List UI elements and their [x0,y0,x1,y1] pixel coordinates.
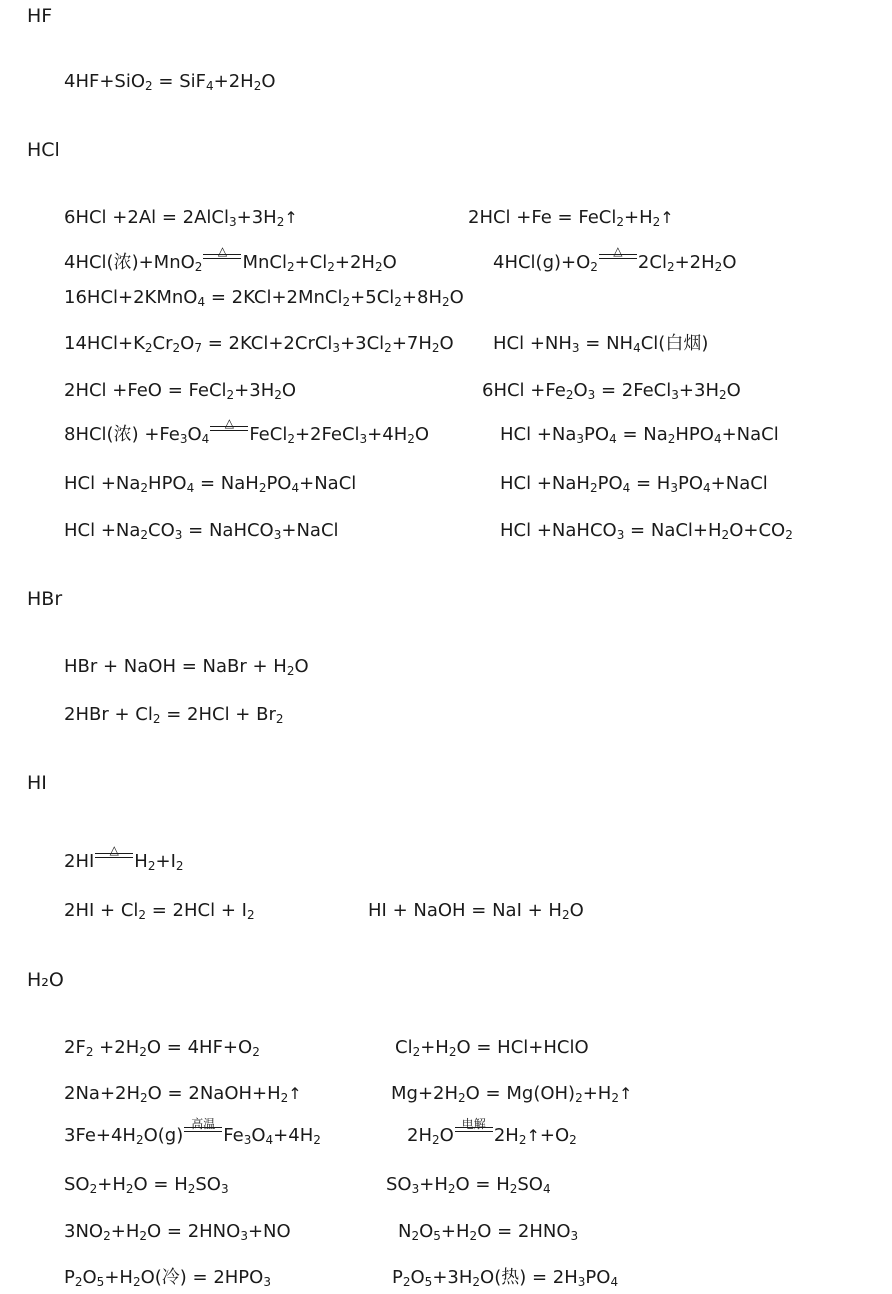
section-heading-hcl: HCl [27,139,60,161]
equation: $2HCl +FeO = FeCl_2+3H_2O$ [64,380,297,402]
equation: HI + NaOH = NaI + $H_2O$ [368,900,584,922]
equation: $Mg+2H_2O$ = $Mg(OH)_2+H_2↑$ [391,1083,633,1105]
equation: $2HBr + Cl_2 = 2HCl + Br_2$ [64,704,284,726]
equation: HCl $+Na_2CO_3$ = NaHCO$_3$+NaCl [64,520,339,542]
section-heading-hf: HF [27,5,53,27]
equation: $4HCl(g)+O_2$ △ $2Cl_2+2H_2O$ [493,244,737,274]
reaction-condition-label: △ [217,244,228,258]
equation: $P_2O_5+3H_2O$(热) = $2H_3PO_4$ [392,1267,619,1289]
reaction-condition-sign [95,843,133,863]
equation: $P_2O_5+H_2O$(冷) = $2HPO_3$ [64,1267,271,1289]
equation: $N_2O_5+H_2O = 2HNO_3$ [398,1221,579,1243]
equation: $2F_2 +2H_2O = 4HF+O_2$ [64,1037,260,1059]
equation: HCl +NaHCO$_3$ = $NaCl+H_2O+CO_2$ [500,520,793,542]
equation: 16HCl+2KMnO$_4$ = $2KCl+2MnCl_2+5Cl_2+8H_2O$ [64,287,464,309]
reaction-condition-sign [210,416,248,436]
equation: HCl $+Na_2HPO_4$ = $NaH_2PO_4+NaCl$ [64,473,357,495]
equation: $6HCl +2Al = 2AlCl_3+3H_2↑$ [64,207,298,229]
equation: $2HI + Cl_2 = 2HCl + I_2$ [64,900,255,922]
section-heading-h2o: H₂O [27,969,64,991]
reaction-condition-label: △ [613,244,623,258]
equation: $14HCl+K_2Cr_2O_7$ = $2KCl+2CrCl_3+3Cl_2+7H_2O$ [64,333,454,355]
reaction-condition-sign [203,244,241,264]
reaction-condition-label: 电解 [461,1117,486,1131]
reaction-condition-sign [455,1117,493,1137]
equation: 2HI △ $H_2+I_2$ [64,843,184,873]
equation: $2Na+2H_2O$ = $2NaOH+H_2↑$ [64,1083,302,1105]
reaction-condition-sign [184,1117,222,1137]
equation: $3Fe+4H_2O(g)$ 高温 $Fe_3O_4+4H_2$ [64,1117,321,1147]
reaction-condition-label: △ [109,843,119,857]
equation: $2HCl +Fe = FeCl_2+H_2↑$ [468,207,674,229]
section-heading-hbr: HBr [27,588,63,610]
equation: $SO_2+H_2O = H_2SO_3$ [64,1174,229,1196]
equation: HCl $+Na_3PO_4$ = $Na_2HPO_4+NaCl$ [500,424,779,446]
reaction-condition-sign [599,244,637,264]
equation: HBr + NaOH = NaBr + $H_2O$ [64,656,309,678]
equation: 8HCl(浓) $+Fe_3O_4$ △ $FeCl_2+2FeCl_3+4H_2O$ [64,416,430,446]
equation: $4HF+SiO_2 = SiF_4+2H_2O$ [64,71,276,93]
equation: $6HCl +Fe_2O_3$ = $2FeCl_3+3H_2O$ [482,380,741,402]
equation: HCl $+NaH_2PO_4$ = $H_3PO_4+NaCl$ [500,473,768,495]
equation: $SO_3+H_2O = H_2SO_4$ [386,1174,551,1196]
equation: $2H_2O$ 电解 $2H_2↑+O_2$ [407,1117,577,1147]
reaction-condition-label: △ [224,416,234,430]
equation: 4HCl(浓)+MnO$_2$ △ $MnCl_2+Cl_2+2H_2O$ [64,244,397,274]
reaction-condition-label: 高温 [191,1117,216,1131]
section-heading-hi: HI [27,772,47,794]
equation: $Cl_2+H_2O$ = HCl+HClO [395,1037,589,1059]
equation: HCl $+NH_3 = NH_4Cl$(白烟) [493,333,709,355]
equation: $3NO_2+H_2O = 2HNO_3+NO$ [64,1221,291,1243]
